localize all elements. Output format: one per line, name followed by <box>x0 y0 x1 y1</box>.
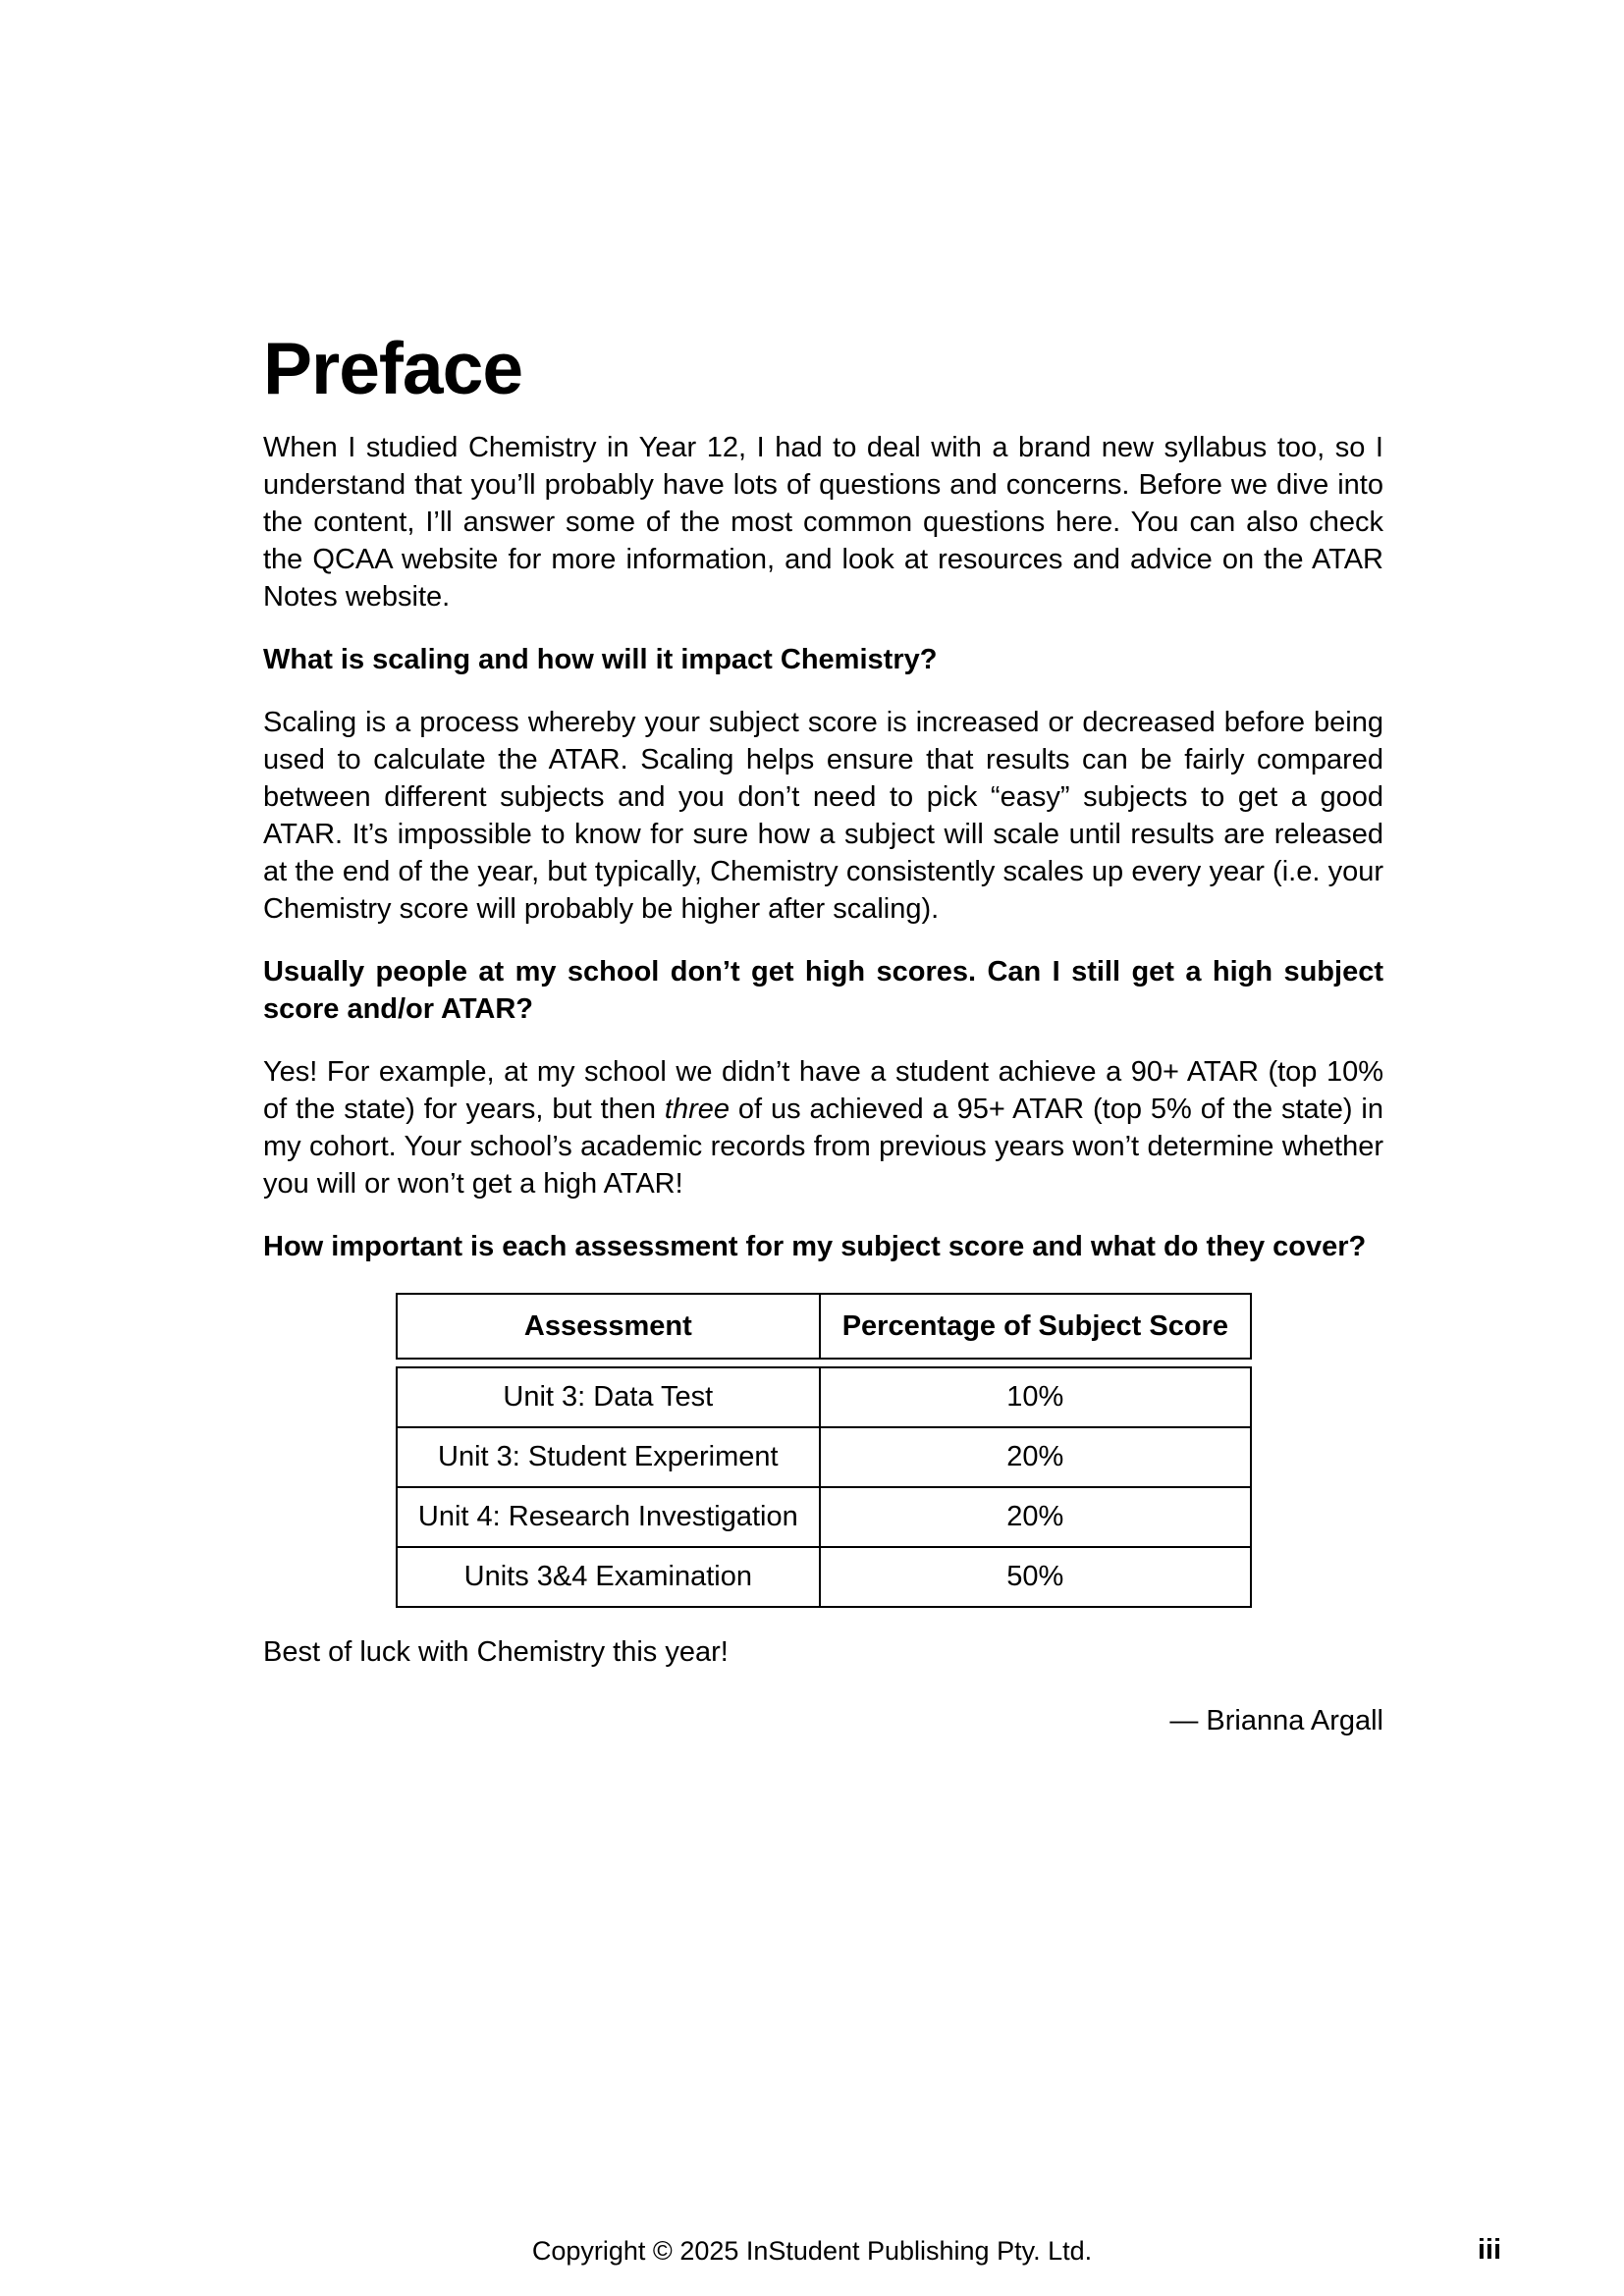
table-cell-percentage: 20% <box>1006 1441 1064 1472</box>
footer-copyright: Copyright © 2025 InStudent Publishing Pty. Ltd. <box>531 2236 1093 2266</box>
table-cell-assessment: Unit 3: Data Test <box>398 1368 822 1426</box>
page-content <box>263 327 1384 1739</box>
table-cell-assessment: Unit 4: Research Investigation <box>398 1488 822 1546</box>
assessment-table-header-row <box>396 1293 1252 1360</box>
section-heading-assessments: How important is each assessment for my subject score and what do they cover? <box>263 1231 1367 1262</box>
table-cell-percentage: 20% <box>1006 1501 1064 1532</box>
table-header-percentage: Percentage of Subject Score <box>841 1309 1228 1342</box>
table-header-assessment: Assessment <box>398 1295 822 1358</box>
closing-line: Best of luck with Chemistry this year! <box>263 1636 729 1668</box>
table-header-body-gap <box>396 1360 1252 1366</box>
table-cell-assessment: Unit 3: Student Experiment <box>398 1428 822 1486</box>
author-signoff: — Brianna Argall <box>1169 1705 1383 1736</box>
assessment-table <box>396 1293 1252 1608</box>
table-row <box>398 1546 1250 1606</box>
footer-page-number: iii <box>1477 2234 1501 2266</box>
table-row <box>398 1486 1250 1546</box>
section-body-scaling: Scaling is a process whereby your subject score is increased or decreased before being used to calculate the ATAR. Scaling helps ensure that results can be fairly compared between different subjects and you don’t need to pick “easy” subjects to get a good ATAR. It’s impossible to know for sure how a subject will scale until results are released at the end of the year, but typically, Chemistry consistently scales up every year (i.e. your Chemistry score will probably be higher after scaling). <box>263 707 1383 925</box>
table-cell-assessment: Units 3&4 Examination <box>398 1548 822 1606</box>
intro-paragraph: When I studied Chemistry in Year 12, I had to deal with a brand new syllabus too, so I understand that you’ll probably have lots of questions and concerns. Before we dive into the content, I’ll answer some of the most common questions here. You can also check the QCAA website for more information, and look at resources and advice on the ATAR Notes website. <box>263 432 1383 613</box>
body-text-before-italic: Yes! For example, at my school we didn’t have a student achieve a 90+ ATAR (top 10% of the state) for years, but then <box>263 1056 1383 1125</box>
table-row <box>398 1426 1250 1486</box>
table-cell-percentage: 10% <box>1006 1381 1064 1413</box>
section-body-high-scores <box>263 1053 1383 1202</box>
table-row <box>398 1368 1250 1426</box>
section-heading-scaling: What is scaling and how will it impact Chemistry? <box>263 644 938 675</box>
body-text-after-italic: of us achieved a 95+ ATAR (top 5% of the state) in my cohort. Your school’s academic records from previous years won’t determine whether you will or won’t get a high ATAR! <box>263 1094 1384 1200</box>
italic-word: three <box>664 1094 731 1125</box>
section-heading-high-scores: Usually people at my school don’t get high scores. Can I still get a high subject score and/or ATAR? <box>263 956 1383 1025</box>
chapter-title: Preface <box>263 327 523 409</box>
assessment-table-body <box>396 1366 1252 1608</box>
table-cell-percentage: 50% <box>1006 1561 1064 1592</box>
